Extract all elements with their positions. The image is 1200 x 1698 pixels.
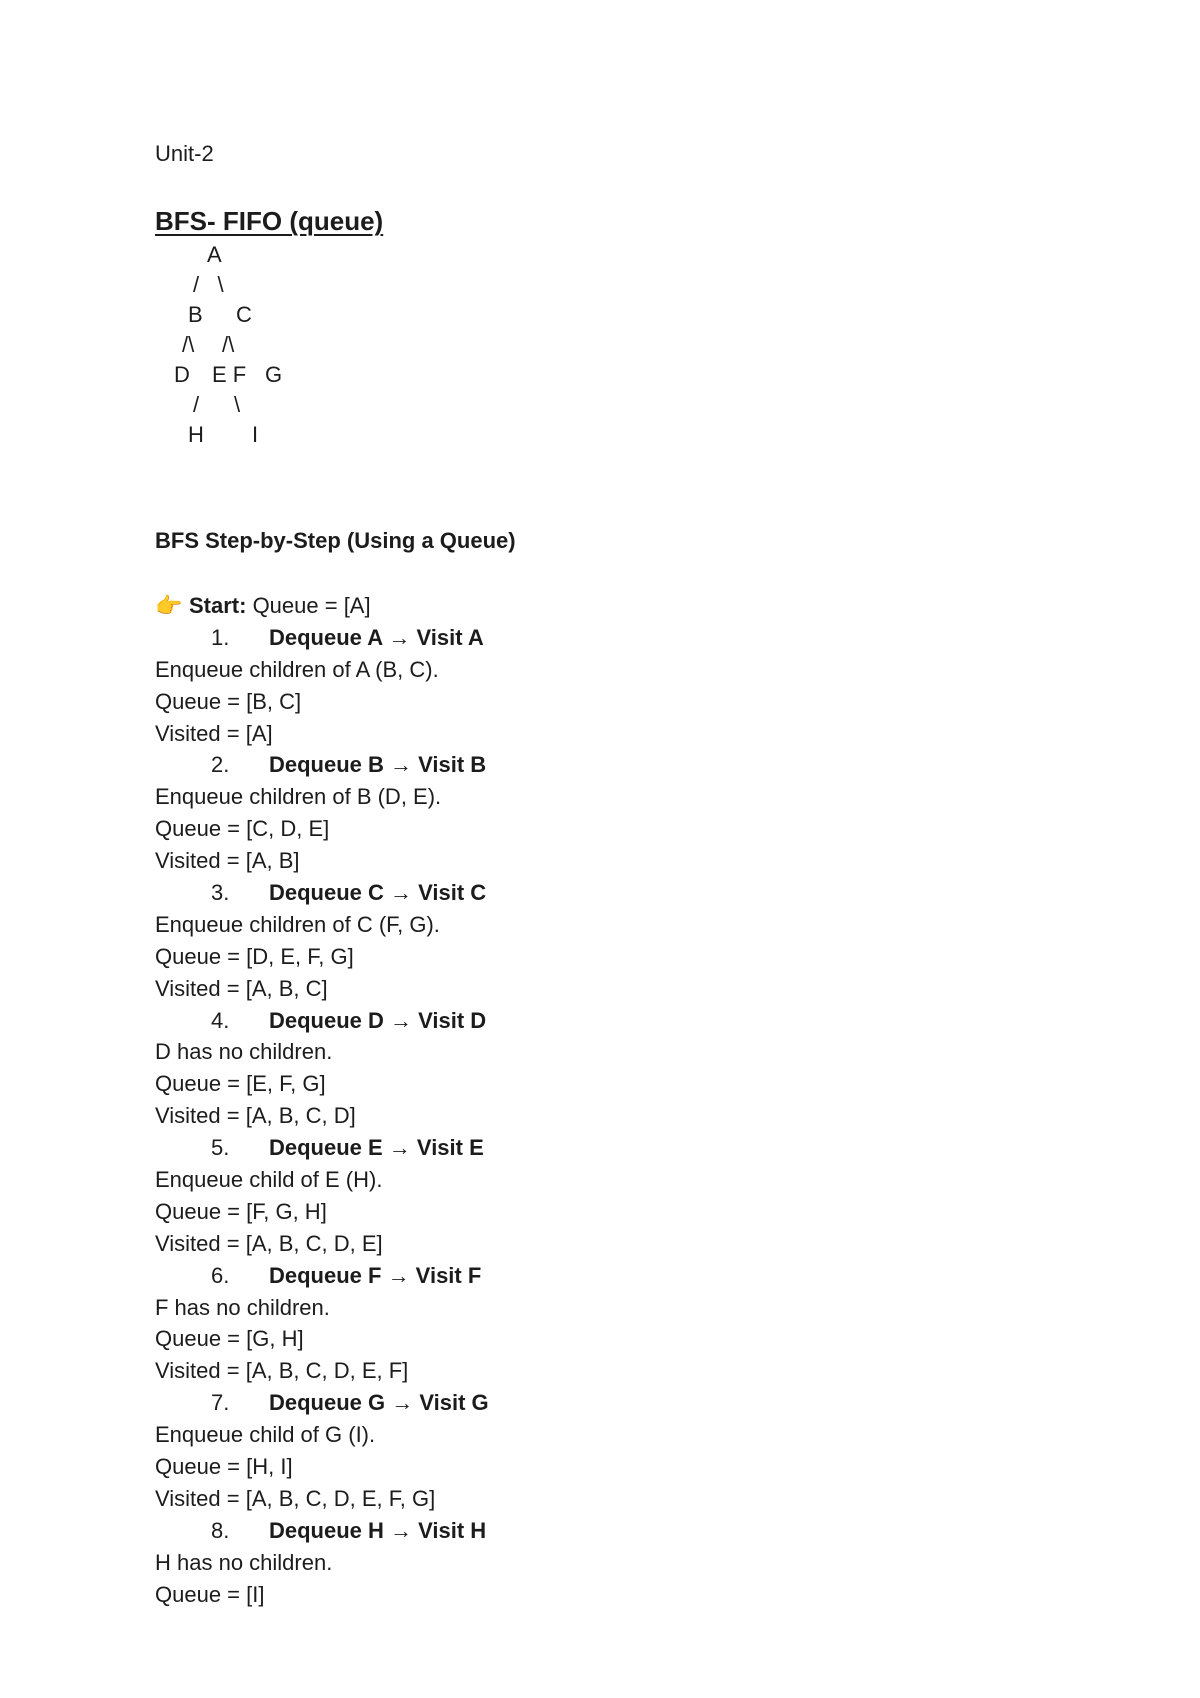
start-label: Start: — [189, 593, 247, 618]
step-number: 7. — [211, 1390, 230, 1416]
step-detail-line: Queue = [D, E, F, G] — [155, 943, 354, 969]
step-number: 5. — [211, 1135, 230, 1161]
step-heading — [155, 1005, 1055, 1037]
step-detail-line: Queue = [E, F, G] — [155, 1071, 326, 1097]
step-detail-line: Visited = [A, B] — [155, 848, 300, 874]
step-detail-line: Visited = [A, B, C, D, E, F, G] — [155, 1485, 436, 1511]
step-number: 6. — [211, 1262, 230, 1288]
step-detail-line: Enqueue children of B (D, E). — [155, 784, 442, 810]
tree-node-h: H — [188, 422, 204, 447]
step-number: 8. — [211, 1517, 230, 1543]
step-title: Dequeue F → Visit F — [269, 1262, 482, 1288]
step-title: Dequeue G → Visit G — [269, 1390, 489, 1416]
step-heading — [155, 1515, 1055, 1547]
tree-node-d: D — [174, 362, 190, 387]
tree-node-a: A — [207, 242, 222, 267]
step-detail-line: Queue = [B, C] — [155, 688, 302, 714]
step-heading — [155, 622, 1055, 654]
tree-node-i: I — [252, 422, 259, 447]
step-heading — [155, 1387, 1055, 1419]
tree-edge-e: / — [193, 392, 200, 417]
step-number: 2. — [211, 752, 230, 778]
steps-list — [155, 590, 1055, 1611]
step-detail-line: Enqueue children of A (B, C). — [155, 656, 439, 682]
step-heading — [155, 1260, 1055, 1292]
step-detail-line: Visited = [A, B, C] — [155, 975, 328, 1001]
step-number: 4. — [211, 1007, 230, 1033]
step-number: 3. — [211, 880, 230, 906]
tree-diagram — [155, 243, 355, 463]
step-detail-line: Queue = [F, G, H] — [155, 1198, 327, 1224]
step-heading — [155, 877, 1055, 909]
step-title: Dequeue B → Visit B — [269, 752, 487, 778]
step-detail-line: Queue = [C, D, E] — [155, 816, 330, 842]
step-detail-line: Queue = [H, I] — [155, 1454, 293, 1480]
start-line — [155, 590, 1055, 622]
step-heading — [155, 749, 1055, 781]
step-number: 1. — [211, 624, 230, 650]
step-title: Dequeue D → Visit D — [269, 1007, 487, 1033]
step-detail-line: F has no children. — [155, 1294, 330, 1320]
section-heading: BFS Step-by-Step (Using a Queue) — [155, 528, 516, 553]
page-heading: BFS- FIFO (queue) — [155, 206, 384, 236]
step-detail-line: D has no children. — [155, 1039, 333, 1065]
unit-label: Unit-2 — [155, 141, 214, 166]
tree-node-b: B — [188, 302, 203, 327]
step-detail-line: Enqueue children of C (F, G). — [155, 911, 440, 937]
step-detail-line: H has no children. — [155, 1549, 333, 1575]
step-title: Dequeue A → Visit A — [269, 624, 484, 650]
step-detail-line: Visited = [A, B, C, D, E, F] — [155, 1358, 409, 1384]
tree-edges-a: / \ — [193, 272, 224, 297]
step-title: Dequeue E → Visit E — [269, 1135, 484, 1161]
step-title: Dequeue C → Visit C — [269, 880, 487, 906]
step-title: Dequeue H → Visit H — [269, 1517, 487, 1543]
tree-edges-b: /\ — [182, 332, 195, 357]
tree-node-e-f: E F — [212, 362, 247, 387]
step-detail-line: Visited = [A, B, C, D, E] — [155, 1230, 383, 1256]
step-heading — [155, 1132, 1055, 1164]
step-detail-line: Enqueue child of G (I). — [155, 1422, 376, 1448]
step-detail-line: Queue = [G, H] — [155, 1326, 304, 1352]
pointing-hand-icon: 👉 — [155, 593, 183, 618]
tree-node-c: C — [236, 302, 252, 327]
tree-edge-g: \ — [234, 392, 241, 417]
start-text: Queue = [A] — [246, 593, 371, 618]
step-detail-line: Visited = [A] — [155, 720, 273, 746]
tree-node-g: G — [265, 362, 283, 387]
step-detail-line: Queue = [I] — [155, 1581, 265, 1607]
tree-edges-c: /\ — [222, 332, 235, 357]
step-detail-line: Visited = [A, B, C, D] — [155, 1103, 356, 1129]
step-detail-line: Enqueue child of E (H). — [155, 1167, 383, 1193]
